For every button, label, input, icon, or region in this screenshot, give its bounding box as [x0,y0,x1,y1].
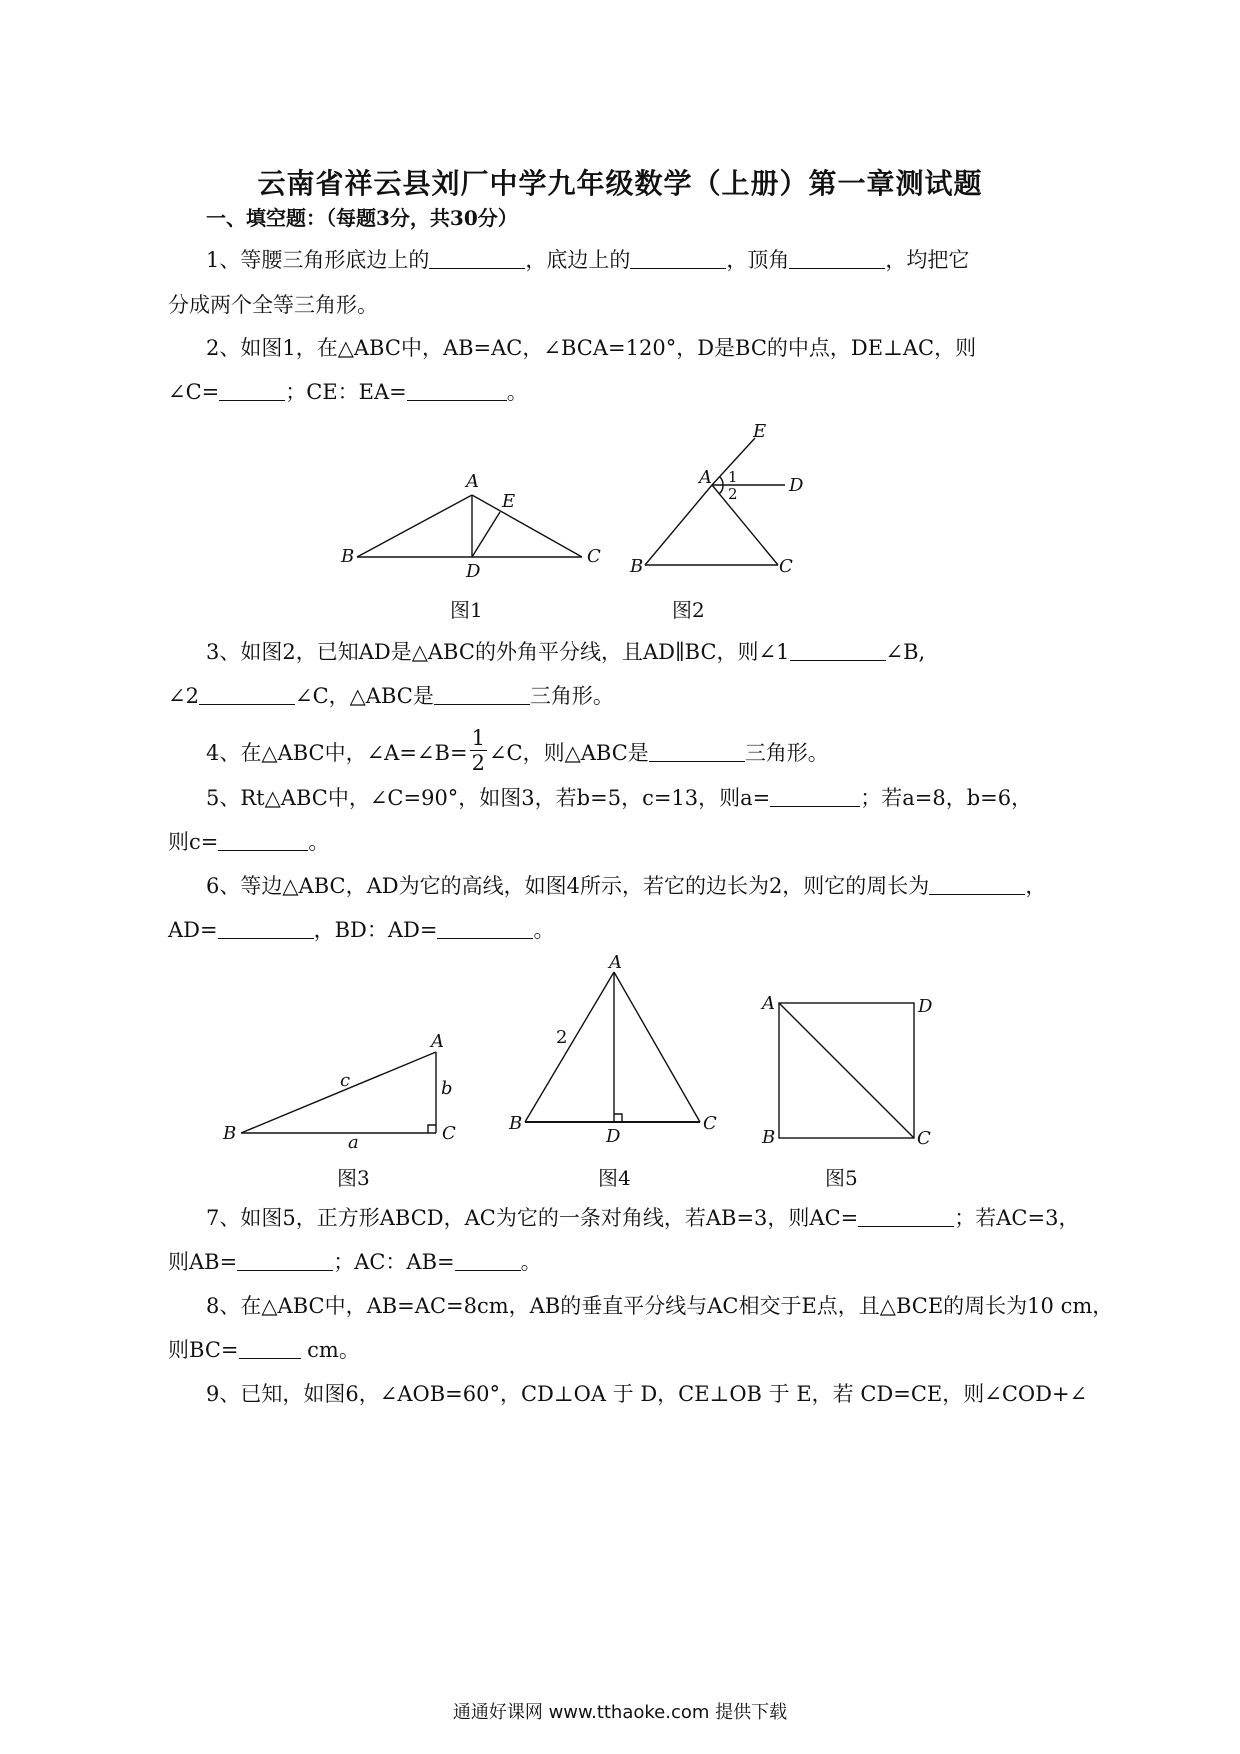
fraction-numerator: 1 [471,726,485,750]
q6-text-3: AD= [168,918,218,942]
fig2-angle-1-label: 1 [728,468,738,486]
question-4-number: 4、 [206,741,241,765]
q1-text-2: ，底边上的 [525,248,631,272]
fig1-label-b: B [341,546,355,567]
q7-text-2: ；若AC=3， [954,1206,1080,1230]
q1-text-4: ，均把它 [885,248,970,272]
fig4-label-a: A [609,952,622,973]
question-3-number: 3、 [206,640,241,664]
fig1-label-c: C [587,546,601,567]
q3-text-4: ∠C，△ABC是 [294,684,434,708]
fig5-diagonal-ac [779,1003,914,1138]
answer-blank[interactable] [239,1338,301,1359]
q7-text-3: 则AB= [168,1250,238,1274]
q7-text-5: 。 [520,1250,542,1274]
q1-text-3: ，顶角 [726,248,790,272]
answer-blank[interactable] [455,1250,521,1271]
page-title: 云南省祥云县刘厂中学九年级数学（上册）第一章测试题 [257,167,983,200]
q3-text-3: ∠2 [168,684,199,708]
question-7-line-2 [168,1248,542,1276]
fig2-label-b: B [630,556,644,577]
fig5-label-c: C [917,1128,931,1149]
answer-blank[interactable] [858,1206,954,1227]
answer-blank[interactable] [237,1250,333,1271]
fig4-label-b: B [509,1113,523,1134]
q8-text-3: cm。 [300,1338,360,1362]
question-5-number: 5、 [206,786,241,810]
q2-text-2: ∠C= [168,380,220,404]
q1-text-1: 等腰三角形底边上的 [240,248,430,272]
question-1-number: 1、 [206,248,241,272]
fig2-label-c: C [779,556,793,577]
fig2-label-a: A [699,467,712,488]
q5-text-1: Rt△ABC中，∠C=90°，如图3，若b=5，c=13，则a= [240,786,771,810]
question-6-number: 6、 [206,874,241,898]
question-1-line-2: 分成两个全等三角形。 [168,293,378,317]
q9-text-1: 已知，如图6，∠AOB=60°，CD⊥OA 于 D，CE⊥OB 于 E，若 CD=CE，则∠COD+∠ [240,1382,1088,1406]
question-8-line-2 [168,1336,360,1364]
figure-5-caption: 图5 [825,1166,858,1190]
q7-text-4: ；AC：AB= [333,1250,455,1274]
page-footer: 通通好课网 www.tthaoke.com 提供下载 [452,1702,788,1723]
q8-text-1: 在△ABC中，AB=AC=8cm，AB的垂直平分线与AC相交于E点，且△BCE的周长为10 cm， [240,1294,1114,1318]
fig2-label-d: D [789,475,804,496]
fig3-label-side-c: c [340,1070,351,1091]
q4-text-1: 在△ABC中，∠A=∠B= [240,741,468,765]
q5-text-3: 则c= [168,830,219,854]
fig2-label-e: E [753,421,767,442]
question-2-number: 2、 [206,336,241,360]
q4-text-2: ∠C，则△ABC是 [488,741,649,765]
q5-text-4: 。 [308,830,330,854]
q3-text-1: 如图2，已知AD是△ABC的外角平分线，且AD∥BC，则∠1 [240,640,790,664]
fig1-label-d: D [466,561,481,582]
figure-2-caption: 图2 [672,598,705,622]
question-9-line-1 [206,1380,1087,1408]
q6-text-5: 。 [533,918,555,942]
fig3-label-c: C [442,1123,456,1144]
figure-4-caption: 图4 [598,1166,631,1190]
question-9-number: 9、 [206,1382,241,1406]
q2-text-3: ；CE：EA= [285,380,407,404]
fig3-label-a: A [431,1031,444,1052]
section-heading-fill-in: 一、填空题：（每题3分，共30分） [206,206,518,230]
fig5-label-d: D [918,996,933,1017]
fig5-label-b: B [762,1127,776,1148]
fig3-label-side-b: b [441,1078,453,1099]
fig1-label-a: A [466,471,479,492]
fig4-label-d: D [606,1126,621,1147]
fig1-label-e: E [502,491,516,512]
q2-text-1: 如图1，在△ABC中，AB=AC，∠BCA=120°，D是BC的中点，DE⊥AC，则 [240,336,977,360]
q6-text-4: ，BD：AD= [313,918,438,942]
q6-text-2: ， [1025,874,1047,898]
figure-3-caption: 图3 [337,1166,370,1190]
q6-text-1: 等边△ABC，AD为它的高线，如图4所示，若它的边长为2，则它的周长为 [240,874,930,898]
question-7-line-1 [206,1204,1079,1232]
fig3-label-b: B [223,1123,237,1144]
question-8-number: 8、 [206,1294,241,1318]
fig2-angle-2-label: 2 [728,485,738,503]
figure-1-caption: 图1 [450,598,483,622]
fig4-label-c: C [703,1113,717,1134]
question-7-number: 7、 [206,1206,241,1230]
q4-text-3: 三角形。 [744,741,829,765]
q8-text-2: 则BC= [168,1338,239,1362]
q3-text-5: 三角形。 [529,684,614,708]
q2-text-4: 。 [506,380,528,404]
fraction-denominator: 2 [471,751,485,775]
fig5-label-a: A [762,993,775,1014]
fig4-label-side: 2 [556,1027,568,1048]
question-8-line-1 [206,1292,1113,1320]
q7-text-1: 如图5，正方形ABCD，AC为它的一条对角线，若AB=3，则AC= [240,1206,859,1230]
q5-text-2: ；若a=8，b=6， [860,786,1033,810]
q3-text-2: ∠B, [885,640,926,664]
fig3-label-side-a: a [348,1132,359,1153]
